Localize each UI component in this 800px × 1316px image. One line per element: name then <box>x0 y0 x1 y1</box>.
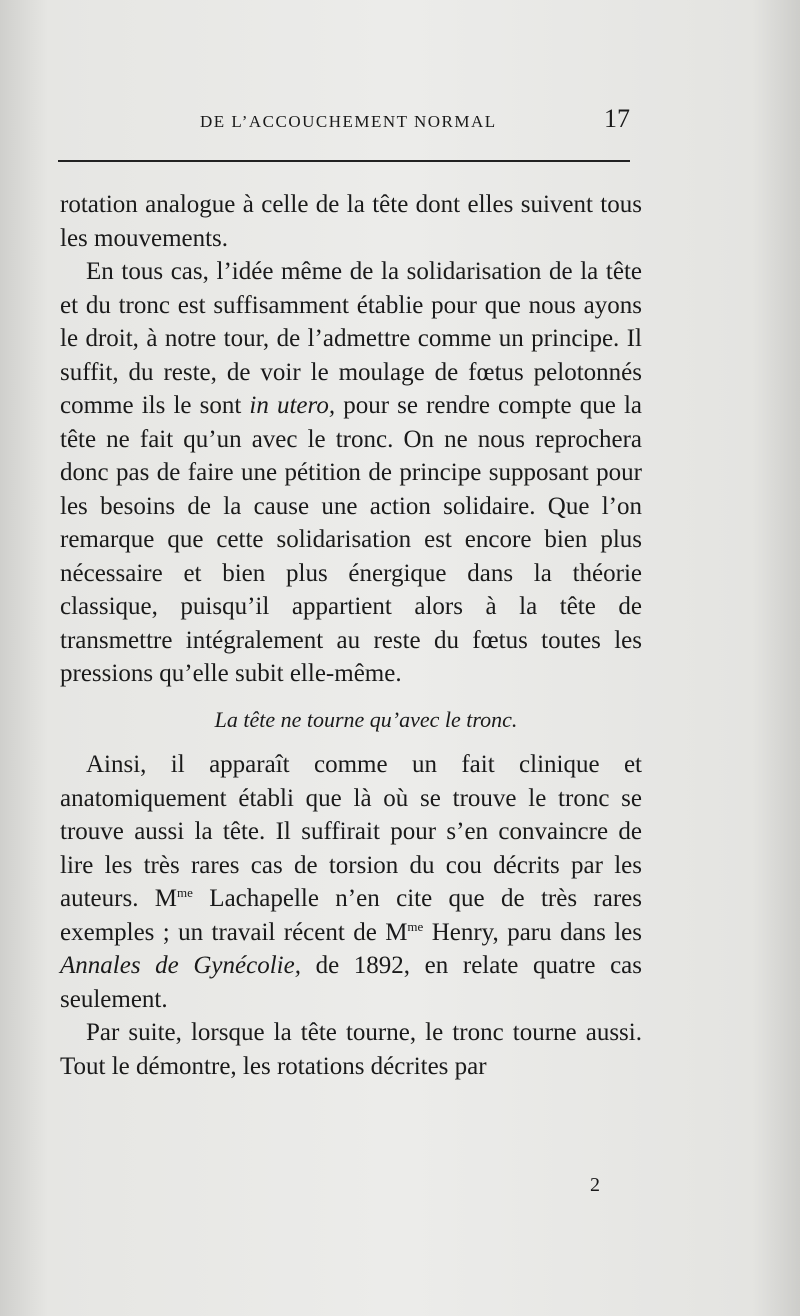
italic-in-utero: in utero, <box>249 392 336 419</box>
body-text <box>60 188 642 1083</box>
paragraph-3-start: Ainsi, il apparaît comme un fait clinique et anatomiquement établi que là où se trouve le tronc se trouve aussi la tête. Il suffirait pour s’en convaincre de lire les très rares cas de torsion du cou décrits par les auteurs. M <box>60 751 642 912</box>
section-subtitle: La tête ne tourne qu’avec le tronc. <box>214 706 518 732</box>
paragraph-2 <box>60 255 642 691</box>
paragraph-2-rest: pour se rendre compte que la tête ne fait qu’un avec le tronc. On ne nous reprochera donc pas de faire une pétition de principe supposant pour les besoins de la cause une action solidaire. Que l’on remarque que cette solidarisation est encore bien plus nécessaire et bien plus énergique dans la théorie classique, puisqu’il appartient alors à la tête de transmettre intégralement au reste du fœtus toutes les pressions qu’elle subit elle-même. <box>60 392 643 687</box>
superscript-me-2: me <box>407 918 424 934</box>
italic-journal-title: Annales de Gynécolie, <box>60 952 301 979</box>
signature-mark: 2 <box>590 1174 600 1196</box>
paragraph-2-text: En tous cas, l’idée même de la solidarisation de la tête et du tronc est suffisamment établie pour que nous ayons le droit, à notre tour, de l’admettre comme un principe. Il suffit, du reste, de voir le moulage de fœtus pelotonnés comme ils le sont <box>60 258 642 419</box>
running-title: DE L’ACCOUCHEMENT NORMAL <box>200 112 497 131</box>
superscript-me-1: me <box>177 885 193 900</box>
paragraph-3-end: de 1892, en relate quatre cas seulement. <box>60 952 642 1013</box>
page-number: 17 <box>604 104 630 133</box>
header-rule <box>58 160 630 162</box>
paragraph-4: Par suite, lorsque la tête tourne, le tronc tourne aussi. Tout le démontre, les rotations décrites par <box>60 1019 642 1080</box>
paragraph-1: rotation analogue à celle de la tête dont elles suivent tous les mouvements. <box>60 191 642 252</box>
paragraph-3-mid-1: Lachapelle n’en cite que de très rares exemples ; un travail récent de M <box>60 885 643 946</box>
running-head <box>60 100 630 140</box>
paragraph-3-mid-2: Henry, paru dans les <box>423 918 642 946</box>
paragraph-3 <box>60 748 642 1016</box>
